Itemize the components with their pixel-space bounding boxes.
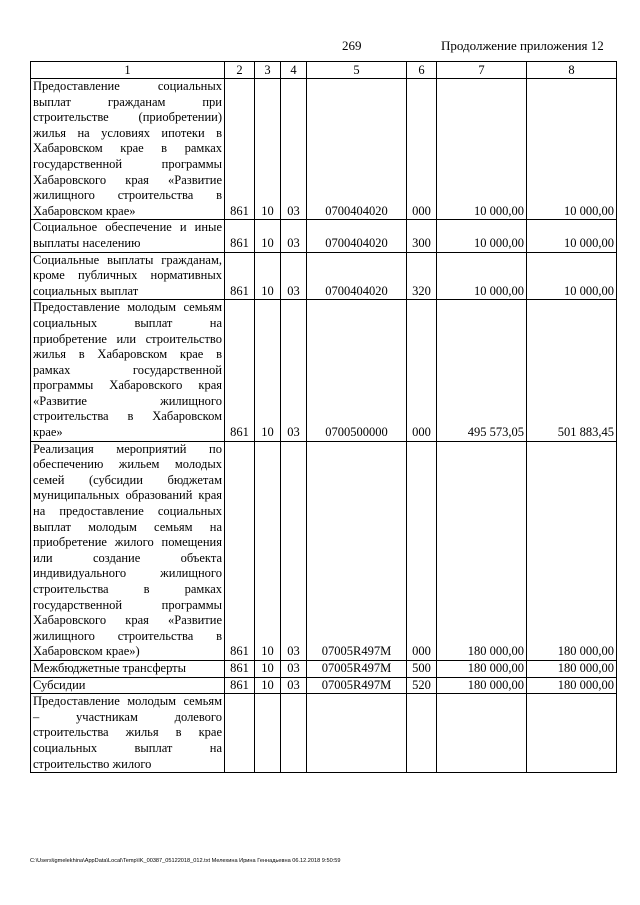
cell-subsection: 03 [281,79,307,220]
cell-amount-2 [527,694,617,773]
cell-amount-2: 180 000,00 [527,660,617,677]
cell-admin [225,694,255,773]
cell-target: 0700404020 [307,220,407,252]
col-header: 5 [307,62,407,79]
cell-target: 0700404020 [307,252,407,300]
cell-target: 07005R497M [307,677,407,694]
col-header: 8 [527,62,617,79]
cell-expense-type: 320 [407,252,437,300]
cell-amount-1: 180 000,00 [437,441,527,660]
cell-expense-type: 000 [407,79,437,220]
cell-subsection [281,694,307,773]
cell-target: 0700404020 [307,79,407,220]
cell-amount-1: 180 000,00 [437,660,527,677]
cell-expense-type: 300 [407,220,437,252]
row-name: Межбюджетные трансферты [31,660,225,677]
cell-target: 07005R497M [307,441,407,660]
cell-amount-2: 10 000,00 [527,79,617,220]
cell-subsection: 03 [281,660,307,677]
cell-amount-1: 180 000,00 [437,677,527,694]
cell-section: 10 [255,441,281,660]
col-header: 2 [225,62,255,79]
cell-expense-type: 000 [407,441,437,660]
cell-section [255,694,281,773]
cell-admin: 861 [225,79,255,220]
col-header: 6 [407,62,437,79]
page-number: 269 [342,38,362,53]
cell-subsection: 03 [281,252,307,300]
header-row [31,62,617,79]
cell-admin: 861 [225,441,255,660]
table-row [31,252,617,300]
cell-admin: 861 [225,252,255,300]
cell-amount-2: 501 883,45 [527,300,617,441]
cell-amount-2: 180 000,00 [527,441,617,660]
cell-subsection: 03 [281,677,307,694]
row-name: Реализация мероприятий по обеспечению жильем молодых семей (субсидии бюджетам муниципальных образований края на предоставление социальных выплат молодым семьям на приобретение жилого помещения или создание объекта индивидуального жилищного строительства в рамках государственной программы Хабаровского края «Развитие жилищного строительства в Хабаровском крае») [31,441,225,660]
cell-expense-type: 000 [407,300,437,441]
cell-admin: 861 [225,220,255,252]
cell-subsection: 03 [281,220,307,252]
table-row [31,220,617,252]
cell-expense-type: 500 [407,660,437,677]
cell-section: 10 [255,220,281,252]
cell-admin: 861 [225,660,255,677]
row-name: Субсидии [31,677,225,694]
col-header: 1 [31,62,225,79]
cell-amount-1: 10 000,00 [437,220,527,252]
cell-admin: 861 [225,300,255,441]
cell-amount-2: 180 000,00 [527,677,617,694]
cell-amount-1: 10 000,00 [437,79,527,220]
cell-section: 10 [255,252,281,300]
col-header: 7 [437,62,527,79]
cell-expense-type: 520 [407,677,437,694]
table-row [31,300,617,441]
table-row [31,694,617,773]
budget-table [30,61,617,773]
cell-section: 10 [255,79,281,220]
col-header: 3 [255,62,281,79]
cell-subsection: 03 [281,300,307,441]
cell-admin: 861 [225,677,255,694]
row-name: Социальные выплаты гражданам, кроме публичных нормативных социальных выплат [31,252,225,300]
cell-section: 10 [255,300,281,441]
continuation-note: Продолжение приложения 12 [441,38,604,53]
cell-amount-1: 10 000,00 [437,252,527,300]
file-path-footer: C:\Users\igmelekhina\AppData\Local\Temp\IK_00387_05122018_012.txt Мелехина Ирина Геннадьевна 06.12.2018 9:50:59 [30,858,341,864]
cell-target: 0700500000 [307,300,407,441]
cell-section: 10 [255,677,281,694]
row-name: Предоставление молодым семьям – участникам долевого строительства жилья в крае социальных выплат на строительство жилого [31,694,225,773]
table-row [31,660,617,677]
cell-amount-1: 495 573,05 [437,300,527,441]
cell-target: 07005R497M [307,660,407,677]
cell-section: 10 [255,660,281,677]
cell-expense-type [407,694,437,773]
table-row [31,677,617,694]
row-name: Предоставление социальных выплат гражданам при строительстве (приобретении) жилья на условиях ипотеки в Хабаровском крае в рамках государственной программы Хабаровского края «Развитие жилищного строительства в Хабаровском крае» [31,79,225,220]
table-row [31,441,617,660]
row-name: Предоставление молодым семьям социальных выплат на приобретение или строительство жилья в Хабаровском крае в рамках государственной программы Хабаровского края «Развитие жилищного строительства в Хабаровском крае» [31,300,225,441]
col-header: 4 [281,62,307,79]
table-row [31,79,617,220]
cell-target [307,694,407,773]
cell-subsection: 03 [281,441,307,660]
cell-amount-1 [437,694,527,773]
cell-amount-2: 10 000,00 [527,252,617,300]
cell-amount-2: 10 000,00 [527,220,617,252]
row-name: Социальное обеспечение и иные выплаты населению [31,220,225,252]
